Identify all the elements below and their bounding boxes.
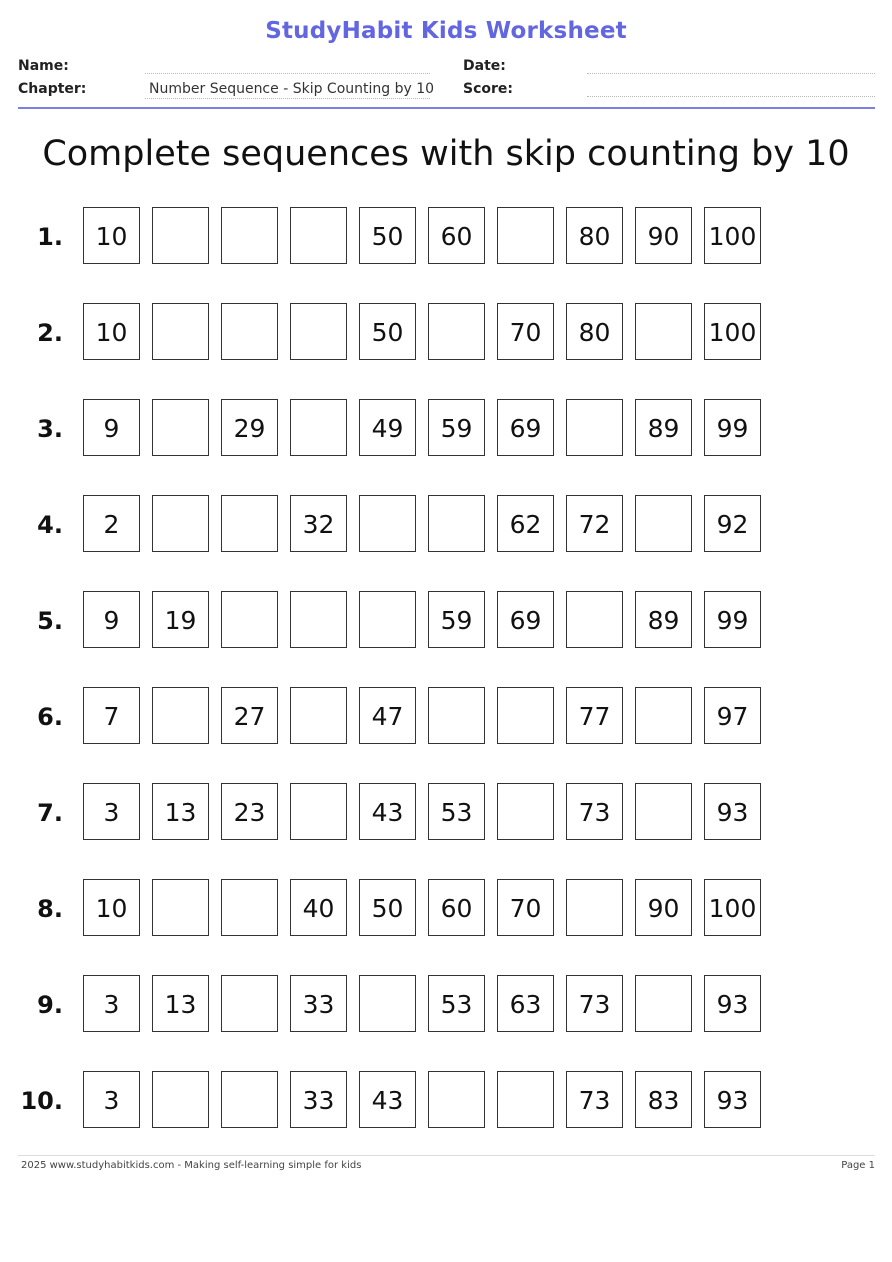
answer-box[interactable] [221, 495, 278, 552]
date-field-line[interactable] [587, 73, 875, 74]
given-number-box: 40 [290, 879, 347, 936]
answer-box[interactable] [359, 975, 416, 1032]
given-number-box: 19 [152, 591, 209, 648]
answer-box[interactable] [497, 1071, 554, 1128]
given-number-box: 32 [290, 495, 347, 552]
question-row [0, 591, 892, 651]
given-number-box: 73 [566, 783, 623, 840]
question-number: 6. [37, 703, 63, 731]
given-number-box: 89 [635, 591, 692, 648]
answer-box[interactable] [290, 207, 347, 264]
answer-box[interactable] [497, 207, 554, 264]
given-number-box: 3 [83, 1071, 140, 1128]
answer-box[interactable] [635, 303, 692, 360]
given-number-box: 50 [359, 303, 416, 360]
given-number-box: 2 [83, 495, 140, 552]
question-number: 7. [37, 799, 63, 827]
given-number-box: 62 [497, 495, 554, 552]
question-number: 5. [37, 607, 63, 635]
given-number-box: 9 [83, 399, 140, 456]
answer-box[interactable] [290, 783, 347, 840]
chapter-field-line [145, 98, 430, 99]
given-number-box: 13 [152, 783, 209, 840]
given-number-box: 69 [497, 591, 554, 648]
given-number-box: 33 [290, 1071, 347, 1128]
given-number-box: 93 [704, 1071, 761, 1128]
question-row [0, 687, 892, 747]
given-number-box: 93 [704, 975, 761, 1032]
answer-box[interactable] [221, 207, 278, 264]
given-number-box: 43 [359, 783, 416, 840]
given-number-box: 72 [566, 495, 623, 552]
answer-box[interactable] [635, 687, 692, 744]
answer-box[interactable] [290, 591, 347, 648]
answer-box[interactable] [152, 303, 209, 360]
answer-box[interactable] [428, 303, 485, 360]
answer-box[interactable] [428, 495, 485, 552]
given-number-box: 99 [704, 399, 761, 456]
answer-box[interactable] [152, 399, 209, 456]
given-number-box: 10 [83, 207, 140, 264]
answer-box[interactable] [635, 975, 692, 1032]
given-number-box: 77 [566, 687, 623, 744]
answer-box[interactable] [221, 1071, 278, 1128]
given-number-box: 43 [359, 1071, 416, 1128]
answer-box[interactable] [221, 975, 278, 1032]
given-number-box: 90 [635, 879, 692, 936]
question-row [0, 975, 892, 1035]
date-label: Date: [463, 58, 506, 74]
given-number-box: 23 [221, 783, 278, 840]
given-number-box: 92 [704, 495, 761, 552]
answer-box[interactable] [152, 687, 209, 744]
given-number-box: 49 [359, 399, 416, 456]
answer-box[interactable] [152, 207, 209, 264]
given-number-box: 100 [704, 207, 761, 264]
given-number-box: 73 [566, 1071, 623, 1128]
answer-box[interactable] [290, 687, 347, 744]
given-number-box: 53 [428, 783, 485, 840]
given-number-box: 29 [221, 399, 278, 456]
given-number-box: 9 [83, 591, 140, 648]
given-number-box: 10 [83, 303, 140, 360]
answer-box[interactable] [290, 399, 347, 456]
answer-box[interactable] [221, 303, 278, 360]
question-number: 2. [37, 319, 63, 347]
answer-box[interactable] [566, 399, 623, 456]
given-number-box: 50 [359, 207, 416, 264]
given-number-box: 27 [221, 687, 278, 744]
answer-box[interactable] [221, 591, 278, 648]
given-number-box: 3 [83, 975, 140, 1032]
score-label: Score: [463, 81, 513, 97]
answer-box[interactable] [152, 1071, 209, 1128]
name-label: Name: [18, 58, 69, 74]
given-number-box: 10 [83, 879, 140, 936]
question-number: 4. [37, 511, 63, 539]
answer-box[interactable] [152, 495, 209, 552]
given-number-box: 93 [704, 783, 761, 840]
answer-box[interactable] [428, 687, 485, 744]
question-number: 9. [37, 991, 63, 1019]
answer-box[interactable] [566, 591, 623, 648]
given-number-box: 80 [566, 207, 623, 264]
given-number-box: 97 [704, 687, 761, 744]
answer-box[interactable] [359, 495, 416, 552]
given-number-box: 70 [497, 879, 554, 936]
question-row [0, 783, 892, 843]
score-field-line[interactable] [587, 96, 875, 97]
question-number: 8. [37, 895, 63, 923]
given-number-box: 13 [152, 975, 209, 1032]
given-number-box: 70 [497, 303, 554, 360]
answer-box[interactable] [635, 783, 692, 840]
answer-box[interactable] [497, 783, 554, 840]
chapter-label: Chapter: [18, 81, 87, 97]
answer-box[interactable] [566, 879, 623, 936]
given-number-box: 90 [635, 207, 692, 264]
given-number-box: 3 [83, 783, 140, 840]
given-number-box: 47 [359, 687, 416, 744]
name-field-line[interactable] [145, 73, 430, 74]
given-number-box: 73 [566, 975, 623, 1032]
given-number-box: 99 [704, 591, 761, 648]
answer-box[interactable] [221, 879, 278, 936]
question-row [0, 495, 892, 555]
given-number-box: 7 [83, 687, 140, 744]
question-number: 10. [20, 1087, 63, 1115]
page-number: Page 1 [841, 1160, 875, 1171]
worksheet-brand-title: StudyHabit Kids Worksheet [265, 18, 627, 44]
given-number-box: 60 [428, 879, 485, 936]
given-number-box: 69 [497, 399, 554, 456]
footer-divider [18, 1155, 875, 1156]
answer-box[interactable] [635, 495, 692, 552]
given-number-box: 89 [635, 399, 692, 456]
given-number-box: 100 [704, 303, 761, 360]
question-row [0, 207, 892, 267]
page-title: Complete sequences with skip counting by 10 [42, 134, 850, 174]
question-row [0, 303, 892, 363]
given-number-box: 80 [566, 303, 623, 360]
given-number-box: 59 [428, 591, 485, 648]
answer-box[interactable] [497, 687, 554, 744]
question-number: 3. [37, 415, 63, 443]
given-number-box: 33 [290, 975, 347, 1032]
answer-box[interactable] [428, 1071, 485, 1128]
question-row [0, 879, 892, 939]
header-divider [18, 107, 875, 109]
question-number: 1. [37, 223, 63, 251]
given-number-box: 59 [428, 399, 485, 456]
answer-box[interactable] [359, 591, 416, 648]
given-number-box: 60 [428, 207, 485, 264]
given-number-box: 63 [497, 975, 554, 1032]
given-number-box: 53 [428, 975, 485, 1032]
given-number-box: 100 [704, 879, 761, 936]
chapter-value: Number Sequence - Skip Counting by 10 [149, 81, 435, 97]
answer-box[interactable] [152, 879, 209, 936]
question-row [0, 399, 892, 459]
question-row [0, 1071, 892, 1131]
given-number-box: 50 [359, 879, 416, 936]
footer-copyright: 2025 www.studyhabitkids.com - Making self-learning simple for kids [21, 1160, 362, 1171]
given-number-box: 83 [635, 1071, 692, 1128]
answer-box[interactable] [290, 303, 347, 360]
